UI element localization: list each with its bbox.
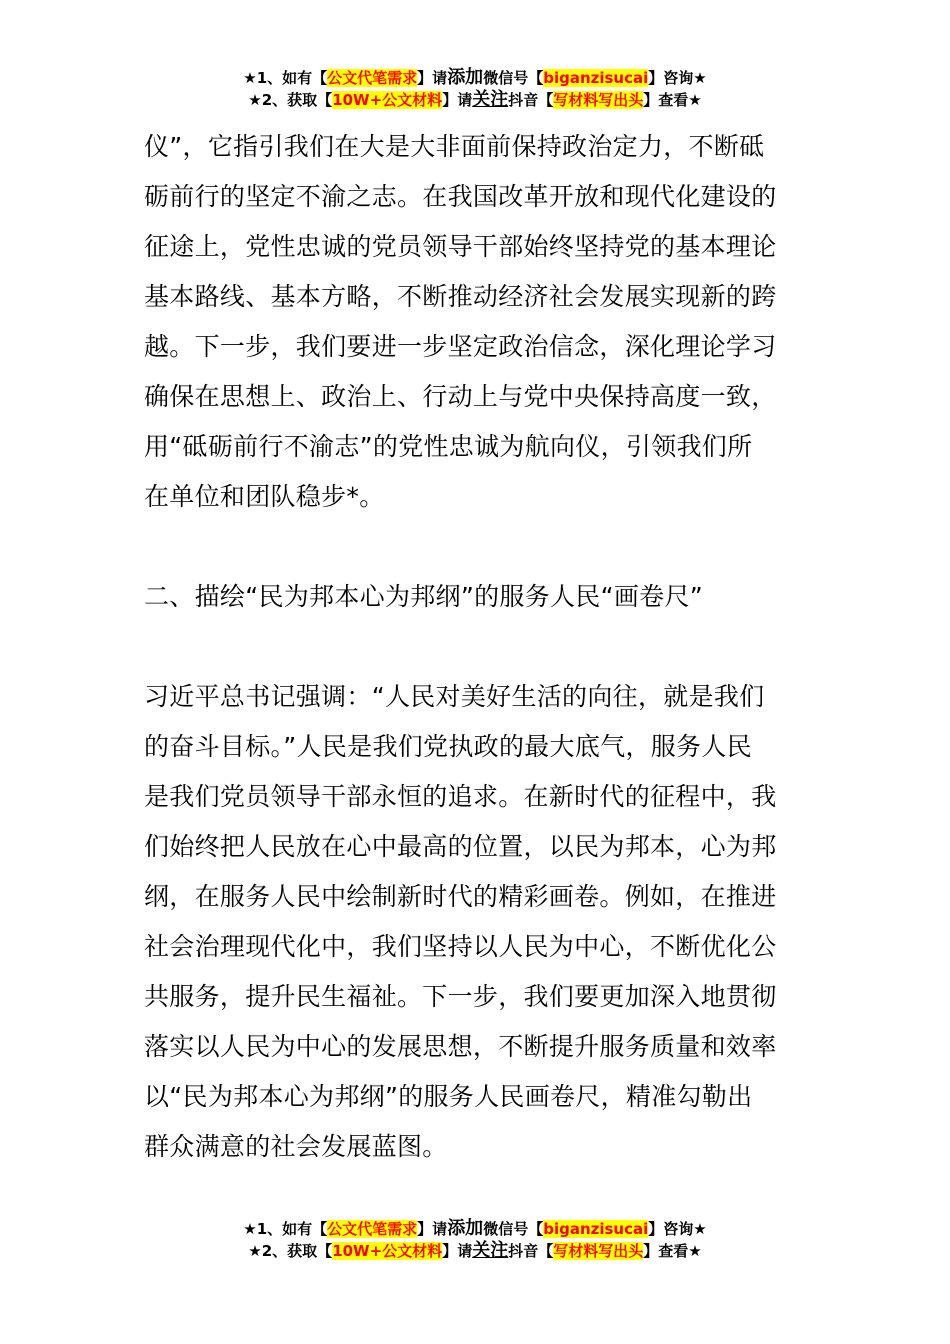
banner-text: 】查看★ — [643, 91, 702, 109]
text-line: 落实以人民为中心的发展思想，不断提升服务质量和效率 — [144, 1032, 777, 1061]
banner-highlight: biganzisucai — [543, 69, 649, 87]
text-line: 用“砥砺前行不渝志”的党性忠诚为航向仪，引领我们所 — [144, 432, 753, 461]
text-line: 的奋斗目标。”人民是我们党执政的最大底气，服务人民 — [144, 732, 752, 761]
banner-line-2 — [0, 89, 950, 111]
paragraph-1 — [144, 122, 814, 522]
banner-text: 微信号【 — [483, 1220, 544, 1238]
banner-text: 抖音【 — [508, 1242, 554, 1260]
text-line: 确保在思想上、政治上、行动上与党中央保持高度一致， — [144, 382, 777, 411]
text-line: 越。下一步，我们要进一步坚定政治信念，深化理论学习 — [144, 332, 777, 361]
banner-line-1 — [0, 67, 950, 89]
paragraph-spacer — [144, 622, 814, 672]
header-banner — [0, 67, 950, 111]
banner-text: ★1、如有【 — [243, 69, 328, 87]
banner-text: ★2、获取【 — [248, 91, 333, 109]
banner-emphasis: 添加 — [447, 67, 484, 88]
banner-text: ★1、如有【 — [243, 1220, 328, 1238]
banner-text: 】请 — [417, 1220, 448, 1238]
text-line: 是我们党员领导干部永恒的追求。在新时代的征程中，我 — [144, 782, 777, 811]
banner-text: 】咨询★ — [648, 69, 707, 87]
banner-text: ★2、获取【 — [248, 1242, 333, 1260]
banner-highlight: 写材料写出头 — [553, 1242, 644, 1260]
banner-highlight: biganzisucai — [543, 1220, 649, 1238]
banner-line-1 — [0, 1218, 950, 1240]
banner-highlight: 10W+公文材料 — [332, 91, 443, 109]
document-body — [144, 122, 814, 1172]
banner-line-2 — [0, 1240, 950, 1262]
text-line: 群众满意的社会发展蓝图。 — [144, 1132, 448, 1161]
banner-highlight: 10W+公文材料 — [332, 1242, 443, 1260]
text-line: 们始终把人民放在心中最高的位置，以民为邦本，心为邦 — [144, 832, 777, 861]
banner-emphasis: 关注 — [472, 1240, 509, 1261]
banner-text: 】请 — [442, 91, 473, 109]
banner-highlight: 公文代笔需求 — [327, 69, 418, 87]
banner-text: 】请 — [417, 69, 448, 87]
banner-text: 抖音【 — [508, 91, 554, 109]
text-line: 基本路线、基本方略，不断推动经济社会发展实现新的跨 — [144, 282, 777, 311]
banner-text: 】请 — [442, 1242, 473, 1260]
text-line: 仪”，它指引我们在大是大非面前保持政治定力，不断砥 — [144, 132, 765, 161]
text-line: 社会治理现代化中，我们坚持以人民为中心，不断优化公 — [144, 932, 777, 961]
banner-highlight: 写材料写出头 — [553, 91, 644, 109]
text-line: 共服务，提升民生福祉。下一步，我们要更加深入地贯彻 — [144, 982, 777, 1011]
text-line: 纲，在服务人民中绘制新时代的精彩画卷。例如，在推进 — [144, 882, 777, 911]
paragraph-spacer — [144, 522, 814, 572]
heading-text: 二、描绘“民为邦本心为邦纲”的服务人民“画卷尺” — [144, 582, 704, 611]
banner-text: 】咨询★ — [648, 1220, 707, 1238]
text-line: 以“民为邦本心为邦纲”的服务人民画卷尺，精准勾勒出 — [144, 1082, 753, 1111]
text-line: 征途上，党性忠诚的党员领导干部始终坚持党的基本理论 — [144, 232, 777, 261]
banner-text: 】查看★ — [643, 1242, 702, 1260]
text-line: 习近平总书记强调：“人民对美好生活的向往，就是我们 — [144, 682, 765, 711]
section-heading-2 — [144, 572, 814, 622]
banner-emphasis: 添加 — [447, 1218, 484, 1239]
banner-text: 微信号【 — [483, 69, 544, 87]
banner-highlight: 公文代笔需求 — [327, 1220, 418, 1238]
text-line: 在单位和团队稳步*。 — [144, 482, 385, 511]
banner-emphasis: 关注 — [472, 89, 509, 110]
footer-banner — [0, 1218, 950, 1262]
paragraph-2 — [144, 672, 814, 1172]
text-line: 砺前行的坚定不渝之志。在我国改革开放和现代化建设的 — [144, 182, 777, 211]
